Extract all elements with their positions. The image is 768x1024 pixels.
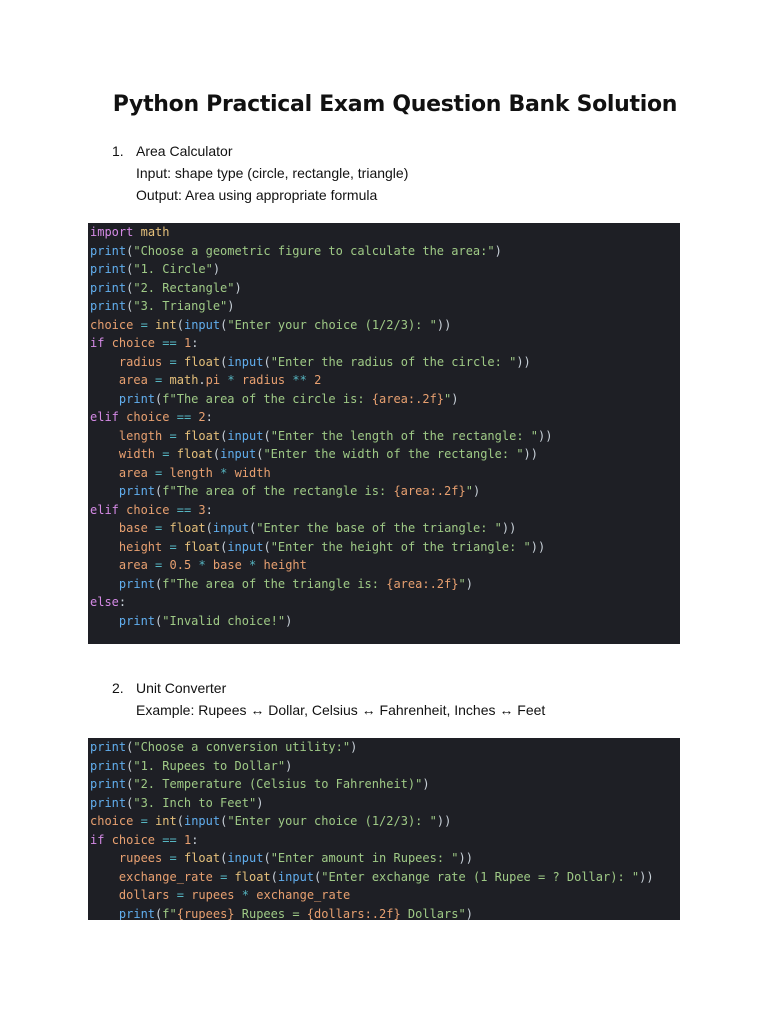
code-token: "Enter the width of the rectangle: " (263, 447, 524, 461)
code-token (90, 577, 119, 591)
code-token: ( (126, 740, 134, 754)
code-token: ( (155, 576, 163, 591)
code-token: : (118, 595, 127, 609)
code-token (90, 540, 119, 554)
code-line (90, 593, 680, 612)
code-token: )) (458, 851, 473, 865)
code-token (148, 373, 155, 387)
code-token: )) (436, 317, 452, 332)
code-token: exchange_rate (118, 869, 213, 884)
code-token (170, 410, 177, 424)
code-token: 2 (314, 373, 322, 387)
code-token: input (227, 354, 264, 369)
code-line (90, 538, 680, 557)
code-token: ( (126, 243, 134, 258)
code-line (90, 260, 680, 279)
code-token: area (118, 373, 148, 387)
code-token: ( (212, 447, 221, 461)
code-token (90, 355, 119, 369)
code-token: ( (263, 539, 271, 554)
code-token: float (183, 539, 221, 554)
code-token: ( (126, 280, 134, 295)
code-token: : (205, 502, 213, 517)
code-line (90, 575, 680, 594)
code-token: print (118, 576, 156, 591)
code-token: math (140, 225, 170, 239)
code-token: input (227, 851, 264, 865)
code-token: = (169, 428, 177, 443)
code-token: 3 (198, 502, 206, 517)
code-token: ( (176, 814, 184, 828)
code-token: "1. Rupees to Dollar" (133, 758, 286, 773)
code-token: ( (263, 354, 271, 369)
code-token: )) (436, 814, 452, 828)
code-line (90, 738, 680, 757)
code-token: print (90, 299, 127, 313)
code-token: ( (205, 521, 213, 535)
code-token: radius (118, 354, 163, 369)
code-token: print (90, 795, 127, 810)
question-1-title: Area Calculator (136, 143, 233, 159)
code-token: dollars (118, 888, 170, 902)
code-token: area (118, 558, 148, 572)
code-token (162, 558, 169, 572)
code-token (162, 373, 169, 387)
code-token: pi (205, 373, 221, 387)
code-token (162, 540, 169, 554)
code-token: . (198, 373, 206, 387)
code-token (133, 318, 140, 332)
code-token: )) (516, 354, 531, 369)
code-token: ** (292, 373, 307, 387)
code-token: "Enter exchange rate (1 Rupee = ? Dollar): " (321, 869, 640, 884)
code-token: print (118, 391, 156, 406)
question-1-number: 1. (112, 143, 124, 159)
code-line (90, 482, 680, 501)
code-token: radius (241, 373, 286, 387)
code-token: choice (90, 814, 134, 828)
code-token: = (140, 814, 148, 828)
code-token (133, 814, 140, 828)
code-token: f"The area of the circle is: (162, 391, 372, 406)
code-token: print (90, 280, 127, 295)
code-token: 1 (183, 832, 192, 847)
code-token (235, 888, 242, 902)
code-token (162, 521, 169, 535)
code-line (90, 316, 680, 335)
code-token: ( (220, 428, 228, 443)
code-token (148, 558, 155, 572)
code-token: input (183, 317, 221, 332)
code-token: input (227, 428, 264, 443)
code-token (90, 521, 119, 535)
question-1-output-line: Output: Area using appropriate formula (136, 187, 378, 203)
code-token: int (155, 317, 177, 332)
code-token (177, 336, 184, 350)
code-token: * (241, 888, 250, 902)
code-token (242, 558, 249, 572)
code-token: Dollars" (400, 906, 466, 920)
code-token: * (198, 558, 206, 572)
code-token (170, 503, 177, 517)
code-token: = (169, 851, 177, 865)
code-line (90, 775, 680, 794)
code-token: 0.5 (169, 558, 192, 572)
code-token: choice (111, 832, 156, 847)
code-line (90, 519, 680, 538)
code-token: int (155, 814, 177, 828)
code-token: == (162, 336, 177, 350)
code-token: float (183, 851, 221, 865)
code-token (90, 851, 119, 865)
code-token: ) (451, 391, 459, 406)
code-token (206, 558, 213, 572)
code-token: float (234, 869, 271, 884)
code-token (169, 888, 176, 902)
code-token: == (176, 502, 192, 517)
code-line (90, 390, 680, 409)
code-token: print (118, 906, 156, 920)
code-token: {dollars:.2f} (306, 906, 401, 920)
question-2 (112, 677, 545, 721)
code-token (90, 614, 119, 628)
code-line (90, 905, 680, 921)
code-token: rupees (191, 888, 235, 902)
code-token (177, 851, 184, 865)
code-token: "2. Rectangle" (133, 280, 235, 295)
code-token: " (465, 484, 473, 498)
code-token: ) (494, 243, 502, 258)
code-token: = (176, 888, 184, 902)
code-token: else (90, 595, 119, 609)
code-token: )) (639, 869, 654, 884)
code-line (90, 501, 680, 520)
code-token: {rupees} (176, 906, 235, 920)
code-block-area-calculator (88, 223, 680, 644)
code-token: " (458, 576, 466, 591)
code-token (227, 466, 234, 480)
code-token: = (169, 539, 177, 554)
code-line (90, 812, 680, 831)
code-token: * (249, 558, 257, 572)
code-token: ) (350, 740, 358, 754)
code-token: * (227, 373, 235, 387)
code-token: exchange_rate (256, 888, 351, 902)
code-line (90, 279, 680, 298)
code-token: elif (90, 410, 119, 424)
code-line (90, 427, 680, 446)
code-token (90, 373, 119, 387)
code-token: print (118, 613, 156, 628)
code-token: choice (111, 336, 156, 350)
code-token: "Invalid choice!" (162, 613, 286, 628)
code-token: )) (501, 521, 517, 535)
code-token: = (155, 373, 163, 387)
code-token: f"The area of the rectangle is: (162, 484, 394, 498)
code-token: "Enter the length of the rectangle: " (270, 428, 538, 443)
code-token: ( (220, 851, 228, 865)
code-token (148, 318, 155, 332)
code-token: base (212, 558, 242, 572)
code-token: : (191, 832, 199, 847)
code-token (177, 429, 184, 443)
code-token: 1 (183, 336, 192, 350)
code-line (90, 831, 680, 850)
code-token (227, 870, 234, 884)
code-token (90, 392, 119, 406)
code-token: : (205, 410, 213, 424)
code-token: ) (285, 758, 293, 773)
code-token (90, 888, 119, 902)
code-token: height (263, 558, 307, 572)
code-line (90, 612, 680, 631)
code-token: {area:.2f} (371, 391, 445, 406)
code-token: elif (90, 502, 119, 517)
code-token: "Choose a geometric figure to calculate the area:" (133, 243, 495, 258)
code-token: ) (472, 484, 481, 498)
code-token: ( (220, 814, 228, 828)
code-token: ( (126, 262, 134, 276)
code-token (148, 814, 155, 828)
code-line (90, 242, 680, 261)
code-token: ( (263, 428, 271, 443)
code-line (90, 223, 680, 242)
code-line (90, 334, 680, 353)
code-line (90, 868, 680, 887)
code-token: "Enter your choice (1/2/3): " (227, 814, 437, 828)
code-token: print (90, 243, 127, 258)
code-token: ) (234, 280, 242, 295)
code-token: "Enter your choice (1/2/3): " (227, 317, 437, 332)
code-token: length (169, 465, 213, 480)
code-token (177, 833, 184, 847)
code-token: print (90, 777, 127, 791)
code-token: rupees (118, 851, 163, 865)
code-token: choice (126, 502, 170, 517)
code-token (177, 355, 184, 369)
question-1-input-line: Input: shape type (circle, rectangle, triangle) (136, 165, 409, 181)
code-token: {area:.2f} (393, 484, 466, 498)
code-token: "3. Inch to Feet" (133, 795, 257, 810)
code-token: f" (162, 906, 177, 920)
question-1 (112, 140, 408, 206)
code-token: ( (220, 539, 228, 554)
code-token: = (162, 447, 170, 461)
code-token: float (183, 354, 221, 369)
code-token: float (183, 428, 221, 443)
code-token: 2 (198, 410, 206, 424)
code-token (177, 540, 184, 554)
code-token: == (162, 832, 177, 847)
code-line (90, 849, 680, 868)
code-token: float (176, 447, 213, 461)
question-2-example-line: Example: Rupees ↔ Dollar, Celsius ↔ Fahrenheit, Inches ↔ Feet (136, 702, 546, 718)
code-token: ) (227, 299, 235, 313)
code-line (90, 408, 680, 427)
code-token: ( (126, 795, 134, 810)
code-token (235, 373, 242, 387)
code-token (104, 833, 111, 847)
code-line (90, 445, 680, 464)
code-token: ( (256, 447, 264, 461)
code-token: ) (422, 777, 430, 791)
code-token: choice (126, 410, 170, 424)
code-token: print (90, 758, 127, 773)
code-line (90, 297, 680, 316)
code-token (162, 466, 169, 480)
code-token (90, 870, 119, 884)
code-line (90, 556, 680, 575)
code-token (162, 429, 169, 443)
code-token: ) (465, 576, 473, 591)
code-token: = (155, 465, 163, 480)
code-token: input (220, 447, 257, 461)
code-token: base (118, 521, 148, 535)
code-token: = (220, 869, 228, 884)
code-token (170, 447, 177, 461)
code-token: {area:.2f} (386, 576, 459, 591)
code-token: = (155, 558, 163, 572)
code-token: ( (155, 906, 163, 920)
code-token: == (176, 410, 192, 424)
code-token: ( (314, 869, 322, 884)
code-line (90, 794, 680, 813)
code-token: ) (256, 795, 264, 810)
code-token: ( (126, 758, 134, 773)
code-token: = (169, 354, 177, 369)
code-token (148, 521, 155, 535)
code-token: print (118, 484, 156, 498)
code-token: if (90, 832, 105, 847)
code-line (90, 353, 680, 372)
code-token (104, 336, 111, 350)
code-token: * (220, 465, 228, 480)
code-token: ( (155, 613, 163, 628)
code-token (256, 558, 263, 572)
code-token: print (90, 740, 127, 754)
code-line (90, 371, 680, 390)
code-token: ( (126, 299, 134, 313)
code-token: f"The area of the triangle is: (162, 576, 387, 591)
code-token (162, 851, 169, 865)
code-token: )) (538, 428, 553, 443)
code-line (90, 886, 680, 905)
code-token (90, 558, 119, 572)
code-token: ( (220, 317, 228, 332)
code-token: width (118, 447, 156, 461)
code-token: length (118, 428, 163, 443)
code-token: ( (263, 851, 271, 865)
code-token: import (90, 225, 134, 239)
code-line (90, 757, 680, 776)
code-token: = (140, 317, 148, 332)
question-2-title: Unit Converter (136, 680, 227, 696)
code-token: ( (176, 317, 184, 332)
code-token: ( (270, 869, 278, 884)
code-token: float (169, 521, 206, 535)
code-token: "Enter amount in Rupees: " (270, 851, 459, 865)
code-token: ( (249, 521, 257, 535)
code-token: "Enter the radius of the circle: " (270, 354, 517, 369)
code-token: "Enter the height of the triangle: " (270, 539, 531, 554)
code-token: ) (212, 262, 221, 276)
code-block-unit-converter (88, 738, 680, 920)
code-token (307, 373, 314, 387)
page-title: Python Practical Exam Question Bank Solution (112, 92, 678, 117)
code-token: input (227, 539, 264, 554)
code-token (213, 870, 220, 884)
code-token: )) (530, 539, 546, 554)
question-2-number: 2. (112, 680, 124, 696)
code-token: "Enter the base of the triangle: " (256, 521, 502, 535)
code-token: "3. Triangle" (133, 299, 228, 313)
code-token: print (90, 262, 127, 276)
code-token (90, 466, 119, 480)
code-token: input (212, 521, 249, 535)
code-line (90, 464, 680, 483)
code-line (90, 630, 680, 644)
code-token: )) (523, 447, 538, 461)
code-token: ) (285, 613, 293, 628)
code-token: ( (126, 777, 134, 791)
code-token (90, 429, 119, 443)
code-token: ( (155, 484, 163, 498)
code-token: math (169, 373, 199, 387)
code-token: ( (155, 391, 163, 406)
code-token: " (444, 391, 452, 406)
code-token: if (90, 336, 105, 350)
code-token: = (155, 521, 163, 535)
code-token (162, 355, 169, 369)
code-token (90, 484, 119, 498)
code-token: "1. Circle" (133, 262, 213, 276)
code-token: "2. Temperature (Celsius to Fahrenheit)" (133, 777, 423, 791)
code-token: choice (90, 317, 134, 332)
code-token (133, 225, 140, 239)
code-token: area (118, 465, 148, 480)
code-token: ( (220, 354, 228, 369)
code-token: width (234, 465, 271, 480)
code-token: : (191, 336, 199, 350)
code-token (148, 466, 155, 480)
code-token: ) (465, 906, 473, 920)
code-token: input (183, 814, 221, 828)
code-token (90, 447, 119, 461)
code-token: "Choose a conversion utility:" (133, 740, 351, 754)
code-token (90, 907, 119, 921)
code-token: input (277, 869, 315, 884)
code-token: height (118, 539, 163, 554)
code-token: Rupees = (234, 906, 307, 920)
